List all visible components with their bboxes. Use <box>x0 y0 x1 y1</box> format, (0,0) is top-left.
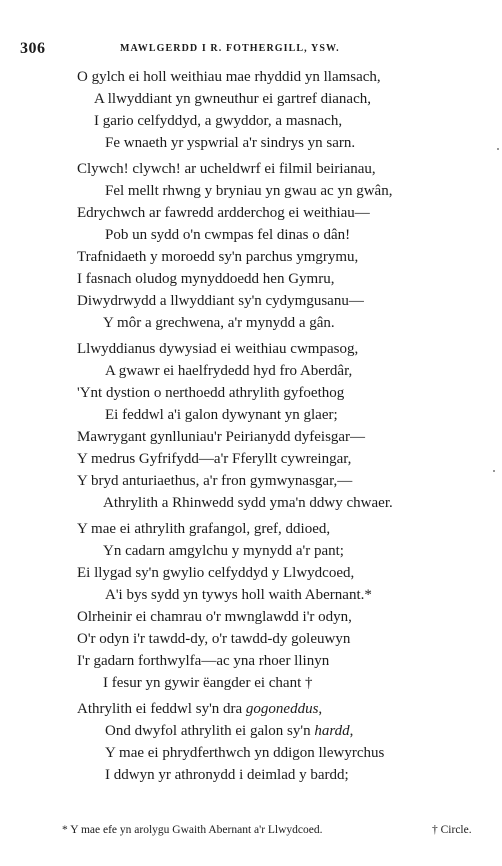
poem-line: Llwyddianus dywysiad ei weithiau cwmpasog, <box>77 341 359 357</box>
page-number: 306 <box>20 40 46 57</box>
page-speck <box>497 148 499 150</box>
poem-line: I'r gadarn forthwylfa—ac yna rhoer llinyn <box>77 653 330 669</box>
page-header <box>20 40 490 60</box>
poem-line-italic: hardd <box>314 723 350 739</box>
poem-line: Pob un sydd o'n cwmpas fel dinas o dân! <box>105 227 351 243</box>
poem-line-tail: , <box>349 723 354 739</box>
running-head: MAWLGERDD I R. FOTHERGILL, YSW. <box>120 43 340 54</box>
poem-line: Fe wnaeth yr yspwrial a'r sindrys yn sarn. <box>105 135 356 151</box>
poem-line: Ei llygad sy'n gwylio celfyddyd y Llwydcoed, <box>77 565 355 581</box>
poem-line: 'Ynt dystion o nerthoedd athrylith gyfoethog <box>77 385 345 401</box>
poem <box>0 66 502 790</box>
stanza <box>0 66 502 154</box>
stanza <box>0 518 502 694</box>
poem-line: Yn cadarn amgylchu y mynydd a'r pant; <box>103 543 344 559</box>
poem-line: Trafnidaeth y moroedd sy'n parchus ymgrymu, <box>77 249 359 265</box>
poem-line: Y bryd anturiaethus, a'r fron gymwynasgar,— <box>77 473 353 489</box>
poem-line: I gario celfyddyd, a gwyddor, a masnach, <box>94 113 343 129</box>
poem-line: Y mae ei athrylith grafangol, gref, ddioed, <box>77 521 331 537</box>
poem-line: Diwydrwydd a llwyddiant sy'n cydymgusanu— <box>77 293 364 309</box>
stanza <box>0 338 502 514</box>
poem-line: Edrychwch ar fawredd ardderchog ei weithiau— <box>77 205 370 221</box>
poem-line-italic: gogoneddus <box>245 701 319 717</box>
poem-line-tail: , <box>318 701 323 717</box>
poem-line: O'r odyn i'r tawdd-dy, o'r tawdd-dy goleuwyn <box>77 631 351 647</box>
poem-line: I fasnach oludog mynyddoedd hen Gymru, <box>77 271 335 287</box>
poem-line: Olrheinir ei chamrau o'r mwnglawdd i'r odyn, <box>77 609 352 625</box>
poem-line: A llwyddiant yn gwneuthur ei gartref dianach, <box>94 91 372 107</box>
poem-line: Fel mellt rhwng y bryniau yn gwau ac yn gwân, <box>105 183 393 199</box>
footnote-abernant: * Y mae efe yn arolygu Gwaith Abernant a'r Llwydcoed. <box>62 824 323 836</box>
poem-line-text: Ond dwyfol athrylith ei galon sy'n <box>105 723 315 739</box>
poem-line-text: Athrylith ei feddwl sy'n dra <box>77 701 246 717</box>
poem-line: Y môr a grechwena, a'r mynydd a gân. <box>103 315 335 331</box>
poem-line <box>0 698 502 720</box>
poem-line: I ddwyn yr athronydd i deimlad y bardd; <box>105 767 349 783</box>
poem-line: O gylch ei holl weithiau mae rhyddid yn llamsach, <box>77 69 381 85</box>
poem-line: A'i bys sydd yn tywys holl waith Abernant.* <box>105 587 372 603</box>
poem-line: Ei feddwl a'i galon dywynant yn glaer; <box>105 407 338 423</box>
page-speck <box>493 470 495 472</box>
poem-line: Y medrus Gyfrifydd—a'r Fferyllt cywreingar, <box>77 451 352 467</box>
poem-line: I fesur yn gywir ëangder ei chant † <box>103 675 313 691</box>
poem-line: Clywch! clywch! ar ucheldwrf ei filmil beirianau, <box>77 161 376 177</box>
stanza <box>0 158 502 334</box>
poem-line: A gwawr ei haelfrydedd hyd fro Aberdâr, <box>105 363 353 379</box>
poem-line <box>0 720 502 742</box>
footnote-circle: † Circle. <box>432 824 472 836</box>
poem-line: Athrylith a Rhinwedd sydd yma'n ddwy chwaer. <box>103 495 393 511</box>
poem-line: Y mae ei phrydferthwch yn ddigon llewyrchus <box>105 745 385 761</box>
stanza <box>0 698 502 786</box>
poem-line: Mawrygant gynlluniau'r Peirianydd dyfeisgar— <box>77 429 366 445</box>
